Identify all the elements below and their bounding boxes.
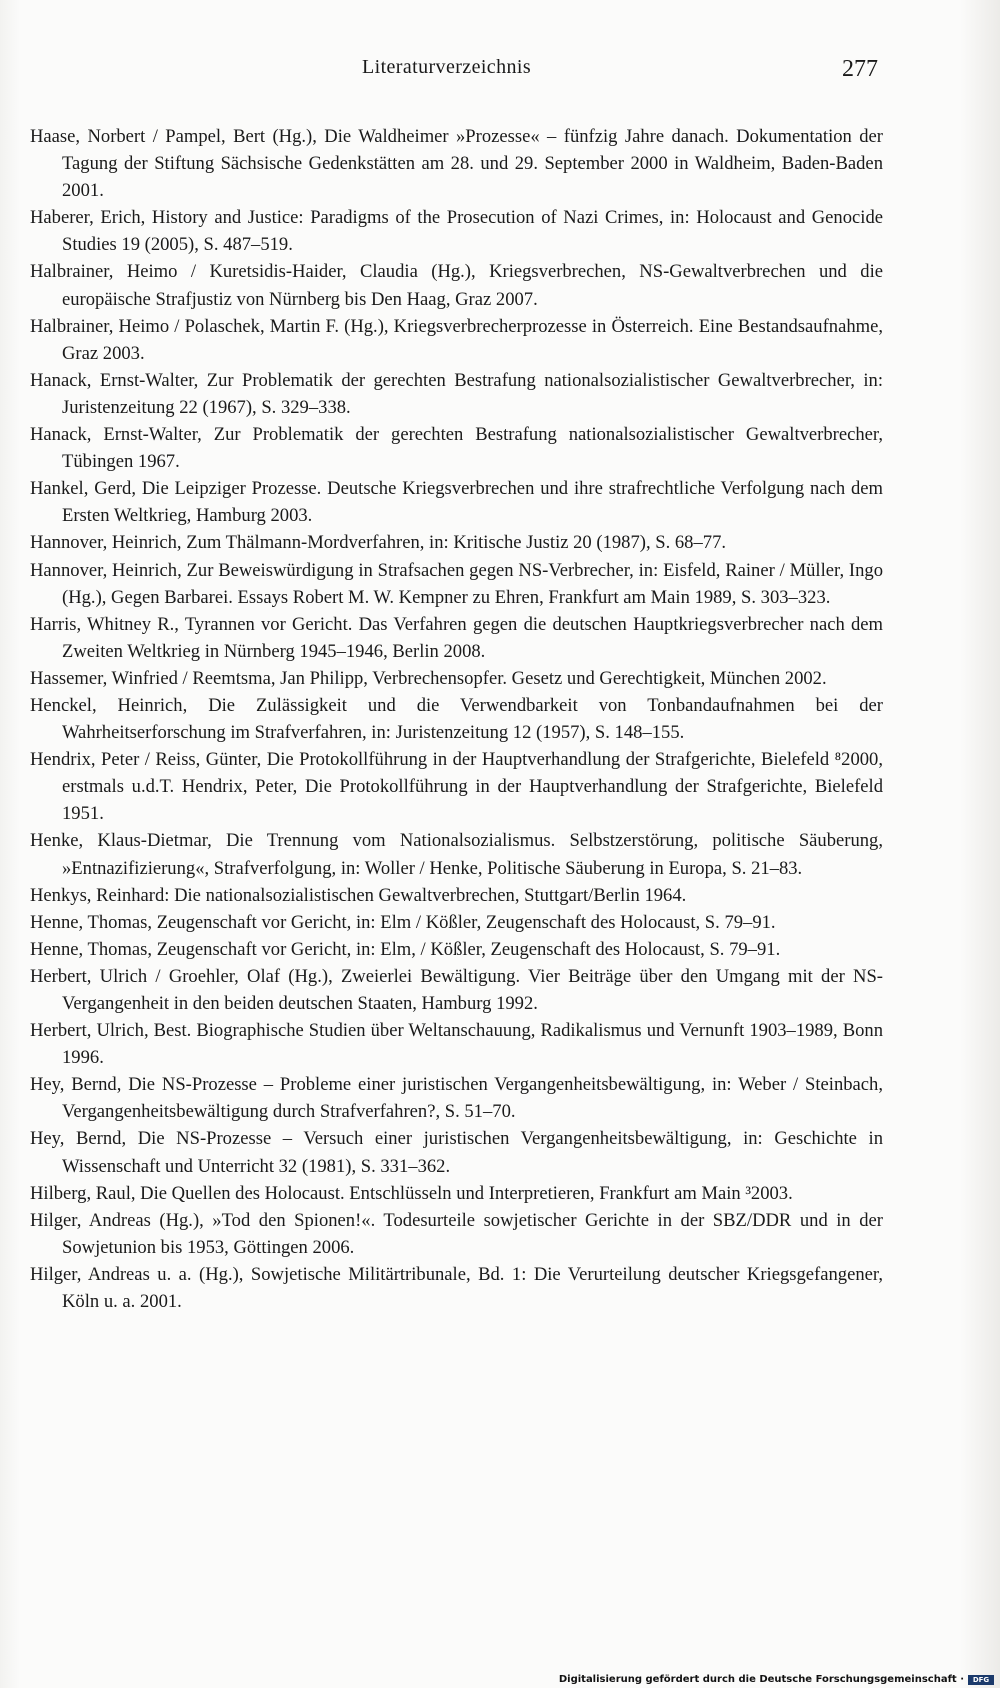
bibliography-list [30, 123, 883, 1315]
bibliography-entry: Haase, Norbert / Pampel, Bert (Hg.), Die Waldheimer »Prozesse« – fünfzig Jahre danach. Dokumentation der Tagung der Stiftung Sächsische Gedenkstätten am 28. und 29. September 2000 in Waldheim, Baden-Baden 2001. [30, 126, 883, 202]
bibliography-entry: Hilger, Andreas u. a. (Hg.), Sowjetische Militärtribunale, Bd. 1: Die Verurteilung deutscher Kriegsgefangener, Köln u. a. 2001. [30, 1263, 883, 1313]
bibliography-entry: Hanack, Ernst-Walter, Zur Problematik der gerechten Bestrafung nationalsozialistischer Gewaltverbrecher, Tübingen 1967. [30, 424, 883, 473]
bibliography-entry: Haberer, Erich, History and Justice: Paradigms of the Prosecution of Nazi Crimes, in: Holocaust and Genocide Studies 19 (2005), S. 487–519. [30, 207, 883, 256]
bibliography-entry: Hey, Bernd, Die NS-Prozesse – Probleme einer juristischen Vergangenheitsbewältigung, in: Weber / Steinbach, Vergangenheitsbewältigung durch Strafverfahren?, S. 51–70. [30, 1074, 883, 1123]
bibliography-entry: Hanack, Ernst-Walter, Zur Problematik der gerechten Bestrafung nationalsozialistischer Gewaltverbrecher, in: Juristenzeitung 22 (1967), S. 329–338. [30, 369, 883, 418]
bibliography-entry: Henne, Thomas, Zeugenschaft vor Gericht, in: Elm, / Kößler, Zeugenschaft des Holocaust, S. 79–91. [30, 938, 781, 960]
bibliography-entry: Herbert, Ulrich / Groehler, Olaf (Hg.), Zweierlei Bewältigung. Vier Beiträge über den Umgang mit der NS-Vergangenheit in den beiden deutschen Staaten, Hamburg 1992. [30, 965, 883, 1014]
bibliography-entry: Hannover, Heinrich, Zur Beweiswürdigung in Strafsachen gegen NS-Verbrecher, in: Eisfeld, Rainer / Müller, Ingo (Hg.), Gegen Barbarei. Essays Robert M. W. Kempner zu Ehren, Frankfurt am Main 1989, S. 303–323. [30, 559, 883, 608]
bibliography-entry: Harris, Whitney R., Tyrannen vor Gericht. Das Verfahren gegen die deutschen Hauptkriegsverbrecher nach dem Zweiten Weltkrieg in Nürnberg 1945–1946, Berlin 2008. [30, 613, 883, 662]
digitization-footer [559, 1674, 994, 1685]
bibliography-entry: Hannover, Heinrich, Zum Thälmann-Mordverfahren, in: Kritische Justiz 20 (1987), S. 68–77. [30, 532, 727, 554]
dfg-logo-icon: DFG [968, 1675, 994, 1685]
bibliography-entry: Hendrix, Peter / Reiss, Günter, Die Protokollführung in der Hauptverhandlung der Strafgerichte, Bielefeld ⁸2000, erstmals u.d.T. Hendrix, Peter, Die Protokollführung in der Hauptverhandlung der Strafgerichte, Bielefeld 1951. [30, 749, 883, 825]
bibliography-entry: Halbrainer, Heimo / Polaschek, Martin F. (Hg.), Kriegsverbrecherprozesse in Österreich. Eine Bestandsaufnahme, Graz 2003. [30, 315, 883, 364]
bibliography-entry: Halbrainer, Heimo / Kuretsidis-Haider, Claudia (Hg.), Kriegsverbrechen, NS-Gewaltverbrechen und die europäische Strafjustiz von Nürnberg bis Den Haag, Graz 2007. [30, 261, 883, 310]
bibliography-entry: Henke, Klaus-Dietmar, Die Trennung vom Nationalsozialismus. Selbstzerstörung, politische Säuberung, »Entnazifizierung«, Strafverfolgung, in: Woller / Henke, Politische Säuberung in Europa, S. 21–83. [30, 830, 883, 879]
bibliography-entry: Herbert, Ulrich, Best. Biographische Studien über Weltanschauung, Radikalismus und Vernunft 1903–1989, Bonn 1996. [30, 1020, 883, 1069]
bibliography-entry: Hilberg, Raul, Die Quellen des Holocaust. Entschlüsseln und Interpretieren, Frankfurt am Main ³2003. [30, 1182, 793, 1204]
bibliography-entry: Hilger, Andreas (Hg.), »Tod den Spionen!«. Todesurteile sowjetischer Gerichte in der SBZ/DDR und in der Sowjetunion bis 1953, Göttingen 2006. [30, 1209, 883, 1258]
bibliography-entry: Henkys, Reinhard: Die nationalsozialistischen Gewaltverbrechen, Stuttgart/Berlin 1964. [30, 884, 687, 906]
bibliography-entry: Henckel, Heinrich, Die Zulässigkeit und die Verwendbarkeit von Tonbandaufnahmen bei der Wahrheitserforschung im Strafverfahren, in: Juristenzeitung 12 (1957), S. 148–155. [30, 694, 883, 744]
bibliography-entry: Henne, Thomas, Zeugenschaft vor Gericht, in: Elm / Kößler, Zeugenschaft des Holocaust, S. 79–91. [30, 911, 776, 933]
page-number: 277 [842, 56, 878, 82]
bibliography-entry: Hassemer, Winfried / Reemtsma, Jan Philipp, Verbrechensopfer. Gesetz und Gerechtigkeit, München 2002. [30, 667, 827, 689]
bibliography-entry: Hey, Bernd, Die NS-Prozesse – Versuch einer juristischen Vergangenheitsbewältigung, in: Geschichte in Wissenschaft und Unterricht 32 (1981), S. 331–362. [30, 1128, 883, 1177]
footer-text: Digitalisierung gefördert durch die Deutsche Forschungsgemeinschaft · [558, 1674, 964, 1685]
running-head: Literaturverzeichnis [362, 56, 532, 78]
bibliography-entry: Hankel, Gerd, Die Leipziger Prozesse. Deutsche Kriegsverbrechen und ihre strafrechtliche Verfolgung nach dem Ersten Weltkrieg, Hamburg 2003. [30, 478, 883, 527]
